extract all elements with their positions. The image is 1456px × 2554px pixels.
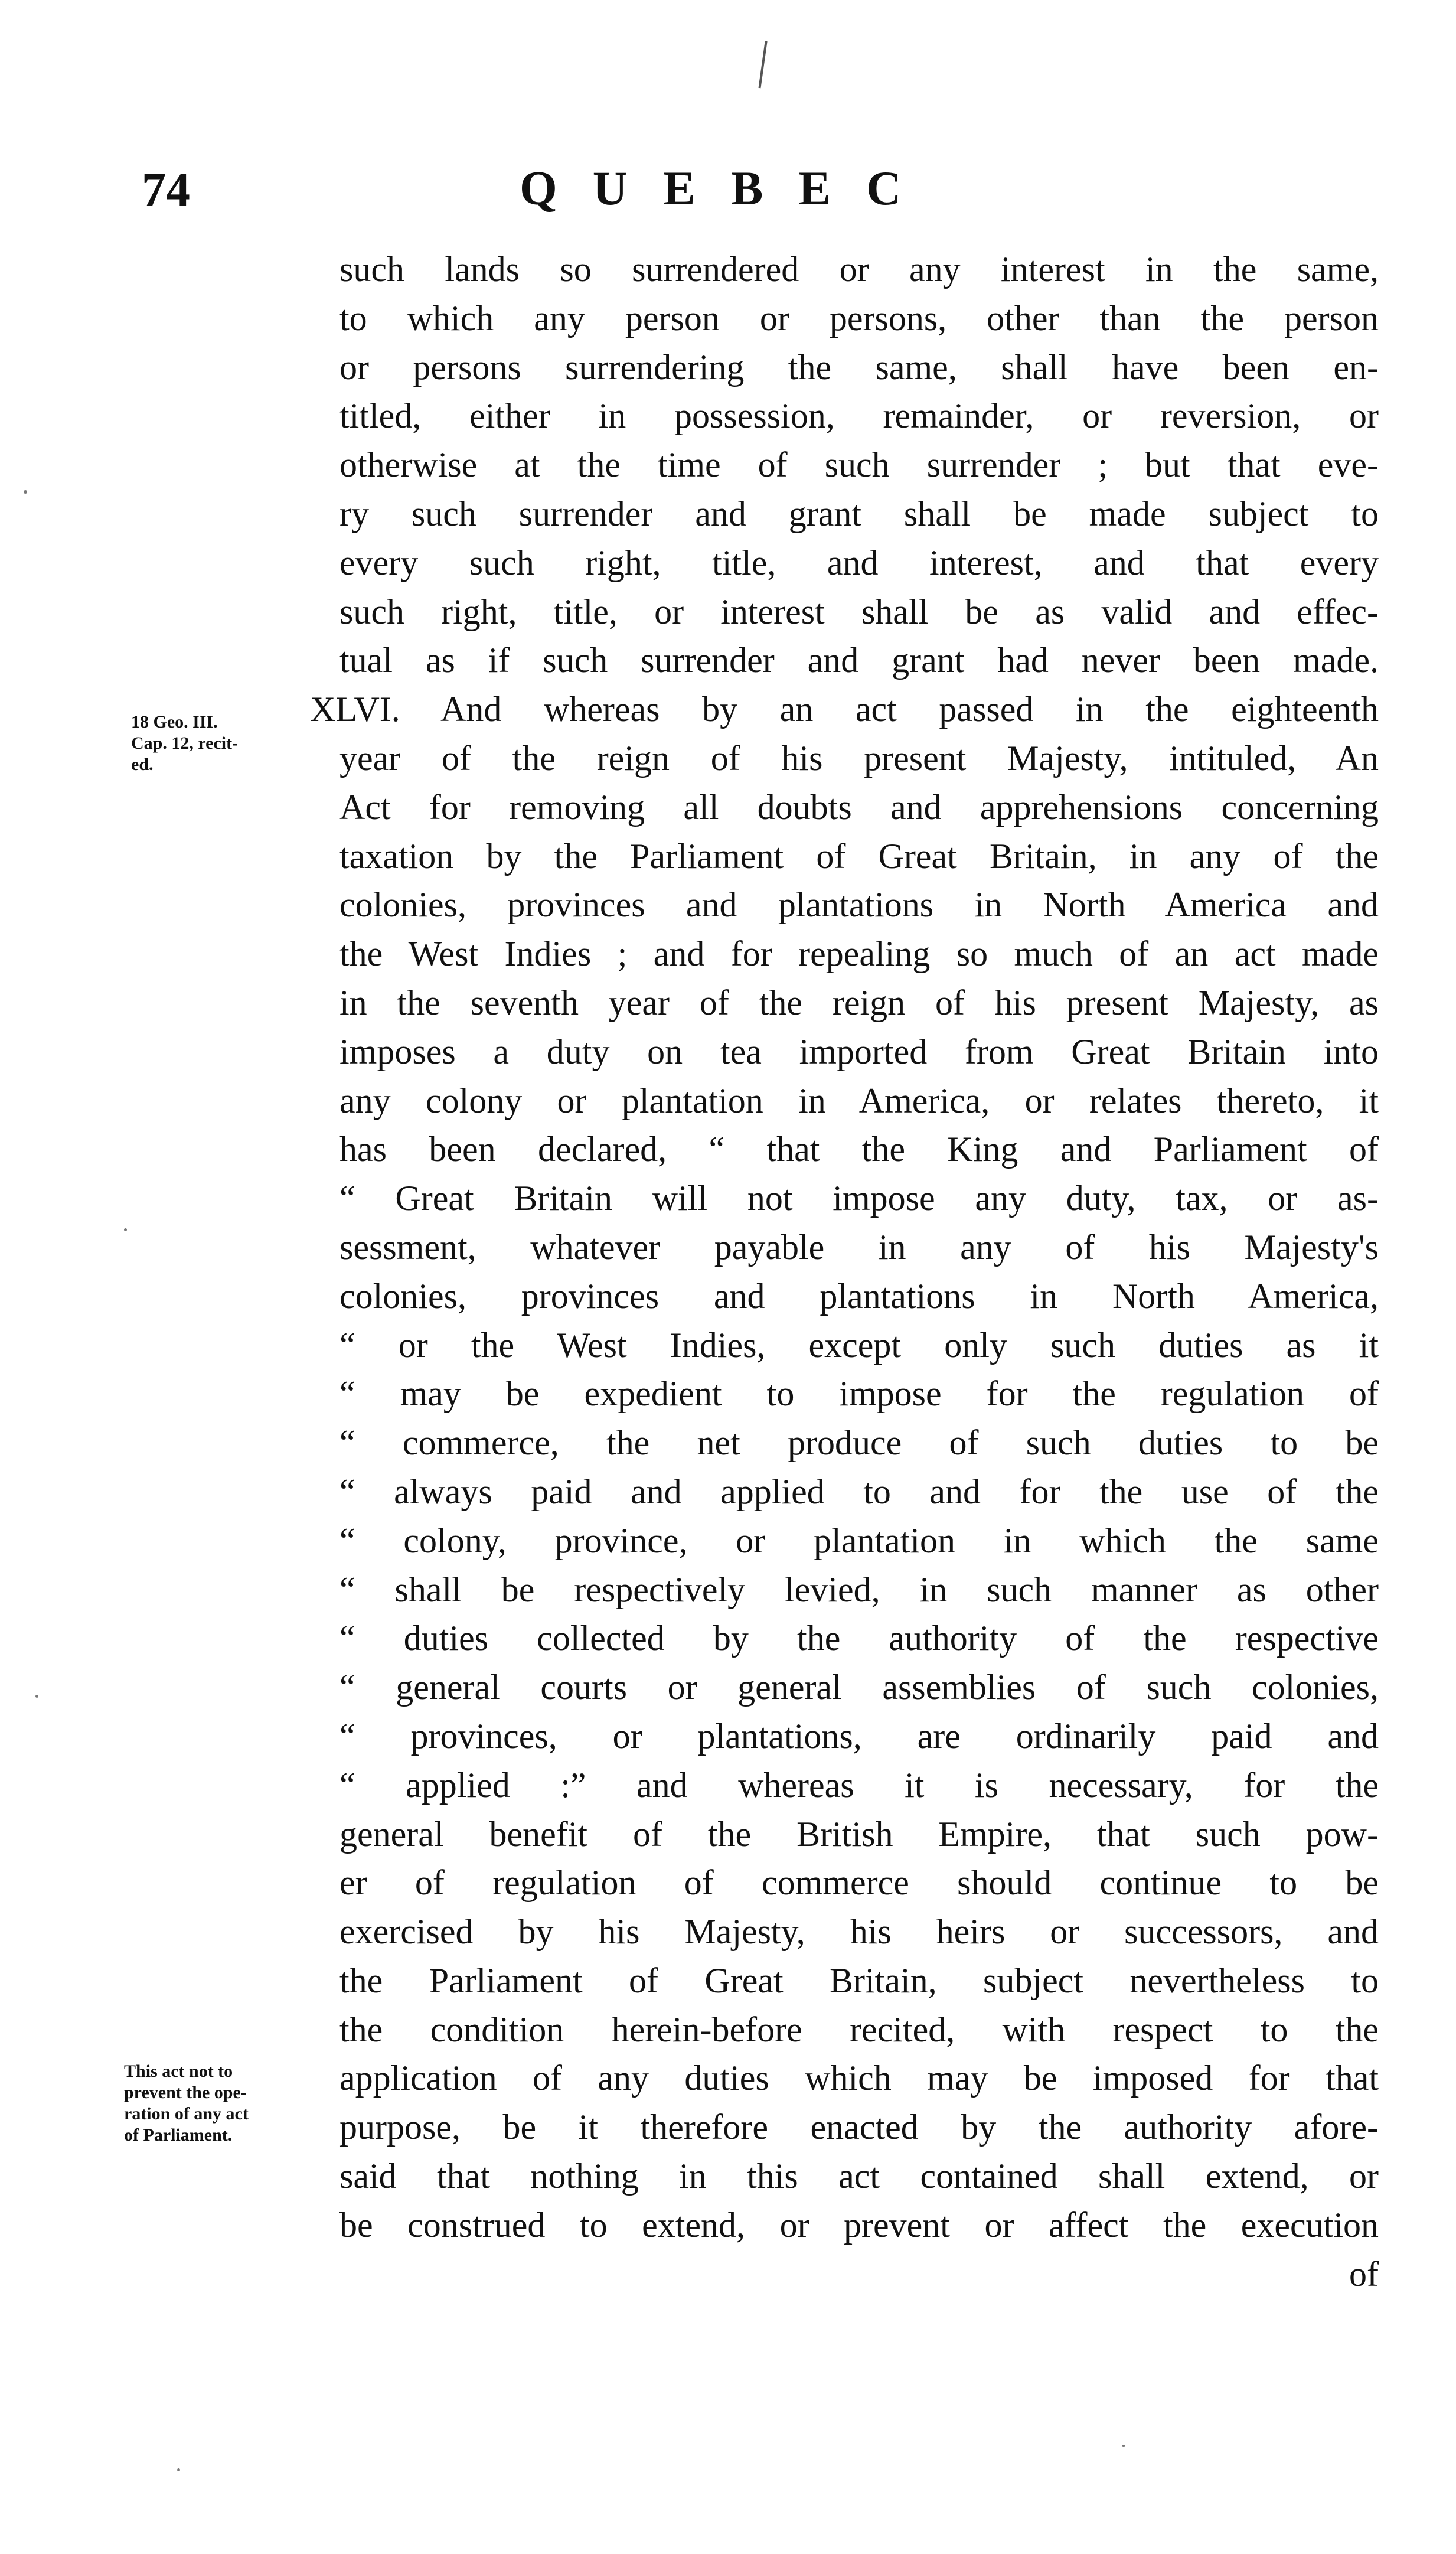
text-line: “ Great Britain will not impose any duty, tax, or as- — [339, 1179, 1379, 1218]
running-title: QUEBEC — [520, 161, 937, 215]
scan-speck — [35, 1695, 38, 1698]
margin-note-statute-citation — [131, 712, 308, 775]
text-line: “ general courts or general assemblies of such colonies, — [339, 1668, 1379, 1707]
text-line: such right, title, or interest shall be as valid and effec- — [339, 592, 1379, 631]
text-line: “ may be expedient to impose for the regulation of — [339, 1374, 1379, 1414]
margin-note-line: 18 Geo. III. — [131, 712, 218, 732]
text-line: tual as if such surrender and grant had never been made. — [339, 641, 1379, 680]
margin-note-line: ed. — [131, 755, 154, 774]
text-line: said that nothing in this act contained shall extend, or — [339, 2157, 1379, 2196]
margin-note-act-not-to-prevent — [124, 2061, 342, 2146]
text-line: “ colony, province, or plantation in which the same — [339, 1521, 1379, 1560]
text-line: has been declared, “ that the King and Parliament of — [339, 1130, 1379, 1169]
text-line: or persons surrendering the same, shall have been en- — [339, 347, 1379, 387]
text-line: sessment, whatever payable in any of his Majesty's — [339, 1227, 1379, 1267]
text-line: to which any person or persons, other than the person — [339, 298, 1379, 338]
scan-speck — [1122, 2445, 1125, 2447]
text-line: colonies, provinces and plantations in North America and — [339, 885, 1379, 925]
body-text — [310, 245, 1379, 2298]
margin-note-line: of Parliament. — [124, 2125, 233, 2145]
scan-speck — [177, 2468, 180, 2471]
page-header — [0, 159, 1456, 230]
text-line: application of any duties which may be imposed for that — [339, 2059, 1379, 2098]
text-line: er of regulation of commerce should continue to be — [339, 1863, 1379, 1903]
text-line: exercised by his Majesty, his heirs or successors, and — [339, 1912, 1379, 1952]
section-heading-line: XLVI. And whereas by an act passed in the eighteenth — [310, 690, 1379, 729]
text-line: ry such surrender and grant shall be made subject to — [339, 494, 1379, 533]
text-line: “ provinces, or plantations, are ordinarily paid and — [339, 1716, 1379, 1756]
text-line: taxation by the Parliament of Great Britain, in any of the — [339, 836, 1379, 876]
margin-note-line: This act not to — [124, 2062, 233, 2081]
text-line: the West Indies ; and for repealing so much of an act made — [339, 934, 1379, 974]
margin-note-line: ration of any act — [124, 2104, 249, 2124]
text-line: year of the reign of his present Majesty, intituled, An — [339, 738, 1379, 778]
text-line: “ shall be respectively levied, in such manner as other — [339, 1570, 1379, 1609]
text-line: the Parliament of Great Britain, subject nevertheless to — [339, 1961, 1379, 2000]
text-line: “ duties collected by the authority of the respective — [339, 1619, 1379, 1658]
catchword: of — [1349, 2254, 1379, 2294]
text-line: imposes a duty on tea imported from Great Britain into — [339, 1032, 1379, 1071]
margin-note-line: Cap. 12, recit- — [131, 733, 239, 753]
text-line: “ applied :” and whereas it is necessary, for the — [339, 1765, 1379, 1805]
text-line: titled, either in possession, remainder, or reversion, or — [339, 396, 1379, 436]
text-line: such lands so surrendered or any interest in the same, — [339, 250, 1379, 289]
text-line: general benefit of the British Empire, that such pow- — [339, 1814, 1379, 1854]
text-line: the condition herein-before recited, with respect to the — [339, 2010, 1379, 2049]
text-line: every such right, title, and interest, and that every — [339, 543, 1379, 582]
text-line: “ commerce, the net produce of such duties to be — [339, 1423, 1379, 1463]
scan-mark — [758, 41, 772, 89]
text-line: purpose, be it therefore enacted by the authority afore- — [339, 2108, 1379, 2147]
page-number: 74 — [142, 162, 190, 216]
margin-note-line: prevent the ope- — [124, 2083, 247, 2102]
scan-speck — [24, 490, 27, 494]
text-line: any colony or plantation in America, or relates thereto, it — [339, 1081, 1379, 1120]
text-line: “ always paid and applied to and for the use of the — [339, 1472, 1379, 1511]
text-line: otherwise at the time of such surrender ; but that eve- — [339, 445, 1379, 485]
text-line: Act for removing all doubts and apprehensions concerning — [339, 787, 1379, 827]
text-line: in the seventh year of the reign of his present Majesty, as — [339, 983, 1379, 1022]
text-line: colonies, provinces and plantations in North America, — [339, 1276, 1379, 1316]
scan-speck — [124, 1228, 127, 1231]
text-line: be construed to extend, or prevent or affect the execution — [339, 2205, 1379, 2245]
text-line: “ or the West Indies, except only such duties as it — [339, 1325, 1379, 1365]
